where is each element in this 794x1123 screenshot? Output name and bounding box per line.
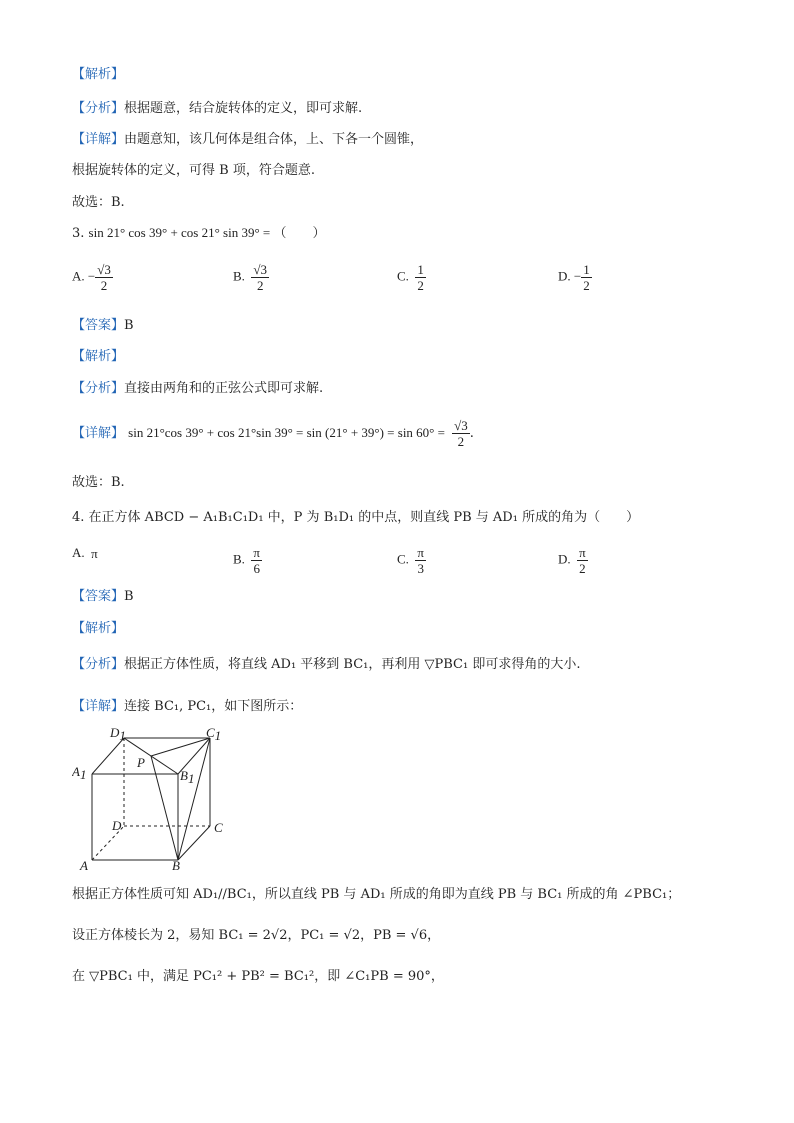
label-b1: B1: [180, 768, 195, 786]
detail-line: 【详解】由题意知，该几何体是组合体，上、下各一个圆锥，: [72, 132, 424, 147]
q4-option-a: A. π: [72, 545, 98, 562]
q4-analysis: 【分析】根据正方体性质，将直线 AD₁ 平移到 BC₁，再利用 ▽PBC₁ 即可求得角的大小.: [72, 657, 581, 672]
q4-conclusion-line: 在 ▽PBC₁ 中，满足 PC₁² + PB² = BC₁²，即 ∠C₁PB = 90°，: [72, 969, 444, 984]
q4-option-b: B. $\frac{\pi}{6}$: [233, 545, 260, 576]
label-c1: C1: [206, 725, 222, 743]
seg-p-c1: [151, 738, 210, 756]
q3-option-c: C. $\frac{1}{2}$: [397, 262, 424, 293]
q3-option-a: A. − $\frac{√3}{2}$: [72, 262, 111, 293]
label-b: B: [172, 858, 180, 872]
label-c: C: [214, 820, 223, 835]
q4-reason-line: 根据正方体性质可知 AD₁//BC₁，所以直线 PB 与 AD₁ 所成的角即为直线 PB 与 BC₁ 所成的角 ∠PBC₁；: [72, 887, 681, 902]
q4-detail: 【详解】连接 BC₁, PC₁，如下图所示：: [72, 699, 303, 714]
q3-option-d: D. − $\frac{1}{2}$: [558, 262, 590, 293]
q3-detail: 【详解】 sin 21°cos 39° + cos 21°sin 39° = sin (21° + 39°) = sin 60° = $\frac{√3}{2}$ .: [72, 418, 474, 449]
analysis-heading: 【解析】: [72, 67, 125, 82]
label-d1: D1: [110, 725, 126, 743]
q3-analysis: 【分析】直接由两角和的正弦公式即可求解.: [72, 381, 324, 396]
q3-analysis-heading: 【解析】: [72, 349, 125, 364]
q4-length-line: 设正方体棱长为 2，易知 BC₁ = 2√2，PC₁ = √2，PB = √6，: [72, 928, 441, 943]
choose-line: 故选：B.: [72, 195, 125, 210]
analysis-line: 【分析】根据题意，结合旋转体的定义，即可求解.: [72, 101, 363, 116]
label-a: A: [80, 858, 88, 872]
label-a1: A1: [72, 764, 87, 782]
q3-stem: 3. sin 21° cos 39° + cos 21° sin 39° = （ ）: [72, 225, 326, 241]
detail-line-2: 根据旋转体的定义，可得 B 项，符合题意.: [72, 163, 315, 178]
q3-answer: 【答案】B: [72, 318, 134, 333]
cube-figure: [72, 722, 242, 872]
label-d: D: [112, 818, 122, 833]
q3-choose: 故选：B.: [72, 475, 125, 490]
q4-stem: 4. 在正方体 ABCD − A₁B₁C₁D₁ 中，P 为 B₁D₁ 的中点，则直线 PB 与 AD₁ 所成的角为（ ）: [72, 510, 640, 525]
edge-a1-d1: [92, 738, 124, 774]
q3-option-b: B. $\frac{√3}{2}$: [233, 262, 268, 293]
q4-answer: 【答案】B: [72, 589, 134, 604]
q4-option-d: D. $\frac{\pi}{2}$: [558, 545, 586, 576]
label-p: P: [137, 755, 145, 770]
q4-option-c: C. $\frac{\pi}{3}$: [397, 545, 424, 576]
q4-analysis-heading: 【解析】: [72, 621, 125, 636]
